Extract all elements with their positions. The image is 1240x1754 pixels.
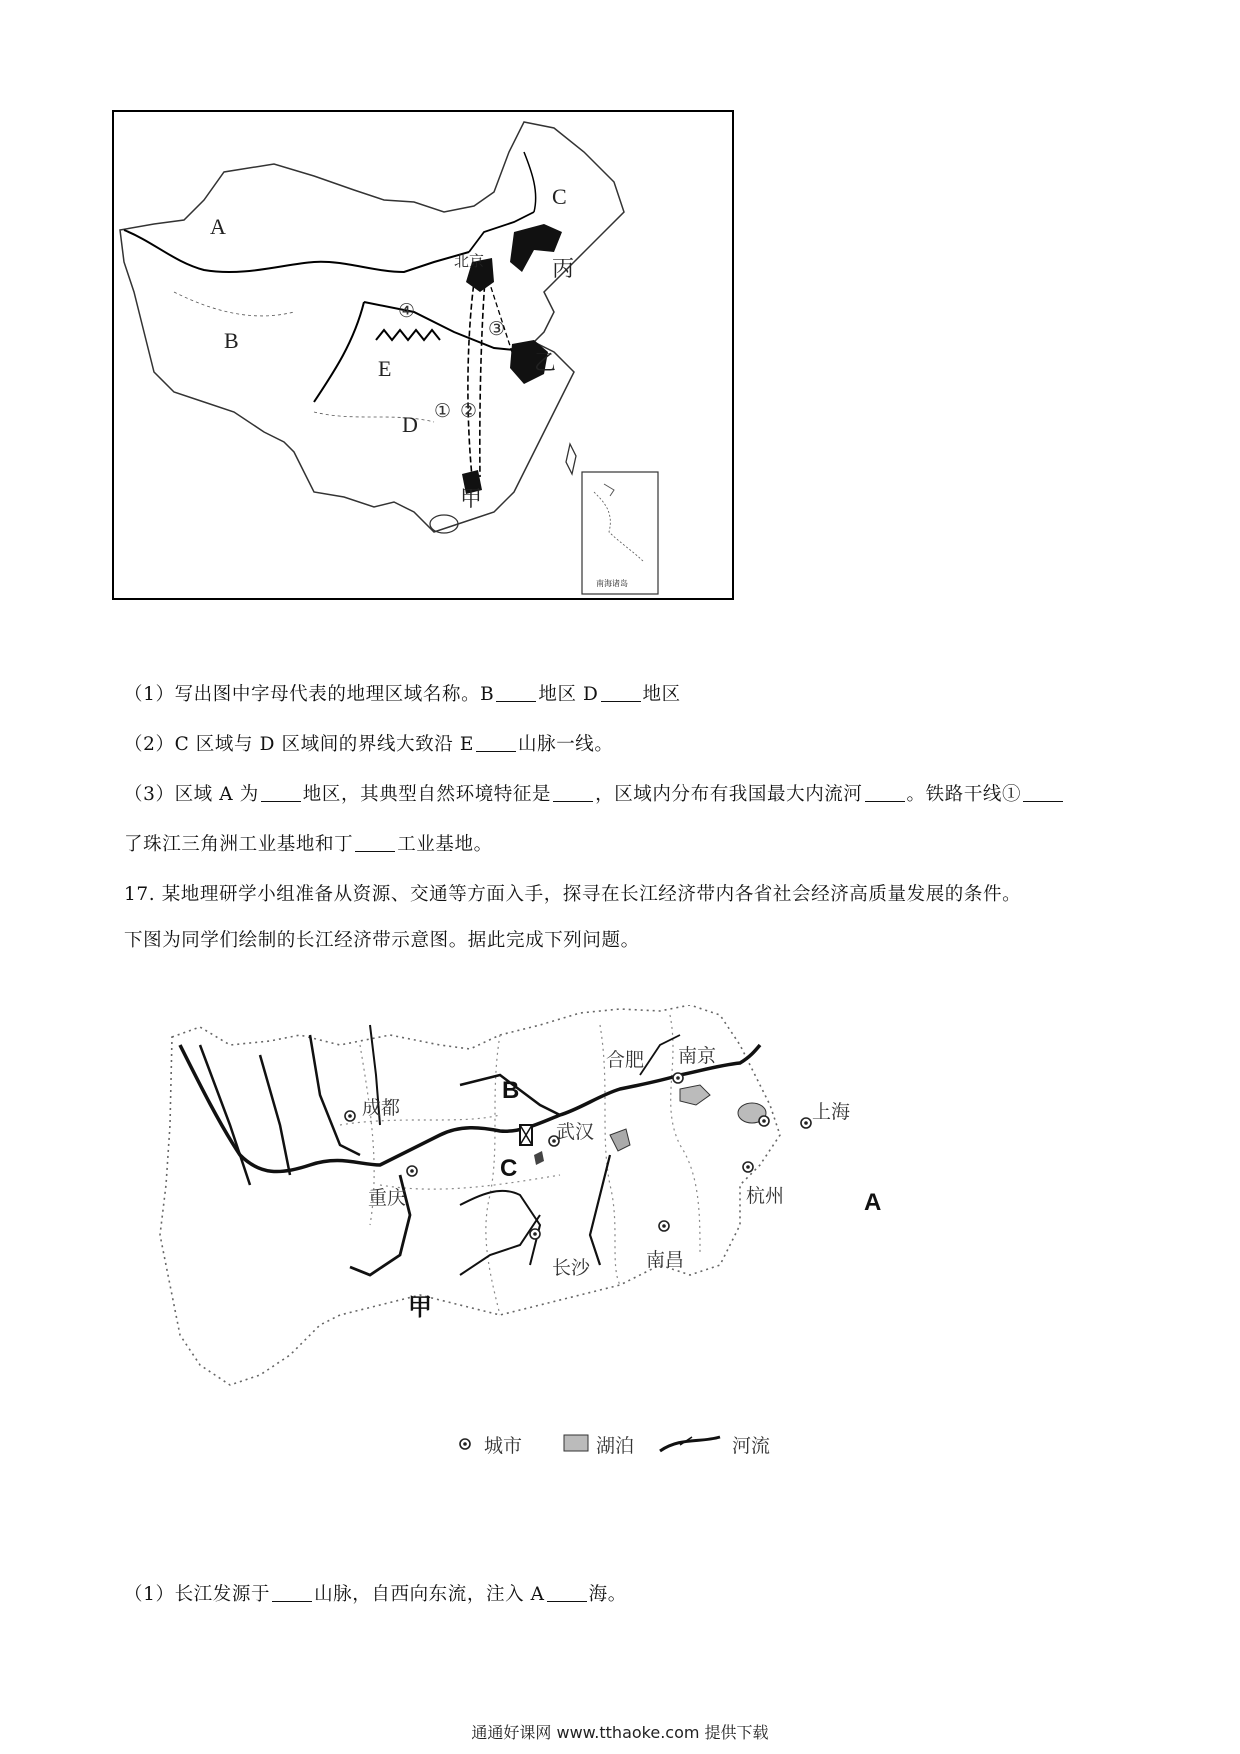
mountain-e-label: E [378, 356, 392, 381]
inset-label: 南海诸岛 [596, 579, 628, 588]
city-wuhan-label: 武汉 [556, 1121, 595, 1143]
map2-letter-c: C [500, 1155, 518, 1182]
map2-letter-jia: 甲 [408, 1294, 432, 1321]
railway-2-label: ② [460, 400, 478, 422]
city-changsha-label: 长沙 [552, 1257, 591, 1279]
city-hefei-label: 合肥 [606, 1049, 645, 1071]
region-a-label: A [210, 214, 226, 239]
page-footer: 通通好课网 www.tthaoke.com 提供下载 [471, 1723, 769, 1742]
beijing-label: 北京 [454, 254, 485, 270]
railway-1-label: ① [434, 400, 452, 422]
yangtze-economic-belt-map [140, 1005, 920, 1475]
city-shanghai-label: 上海 [812, 1101, 851, 1123]
q16-part4: 了珠江三角洲工业基地和丁 工业基地。 [124, 834, 493, 855]
q16-part3: （3）区域 A 为 地区，其典型自然环境特征是 ，区域内分布有我国最大内流河 。铁路干线① [124, 780, 1065, 806]
q17-intro-line1: 17. 某地理研学小组准备从资源、交通等方面入手，探寻在长江经济带内各省社会经济高质量发展的条件。 [124, 884, 1022, 905]
map2-letter-b: B [502, 1077, 520, 1104]
legend-river-label: 河流 [732, 1435, 771, 1457]
railway-3-label: ③ [488, 318, 506, 340]
legend-city-label: 城市 [484, 1435, 523, 1457]
city-nanjing-label: 南京 [678, 1045, 717, 1067]
region-d-label: D [402, 412, 418, 437]
city-chengdu-label: 成都 [362, 1097, 401, 1119]
q17-part1: （1）长江发源于 山脉，自西向东流，注入 A 海。 [124, 1584, 627, 1605]
region-b-label: B [224, 328, 239, 353]
yangtze-map-graphic [140, 1005, 920, 1475]
map2-letter-a: A [864, 1189, 882, 1216]
base-bing-label: 丙 [552, 256, 575, 281]
base-jia-label: 甲 [460, 486, 483, 511]
legend-lake-label: 湖泊 [596, 1435, 635, 1457]
city-hangzhou-label: 杭州 [746, 1185, 785, 1207]
city-nanchang-label: 南昌 [646, 1249, 685, 1271]
railway-4-label: ④ [398, 300, 416, 322]
china-regions-map [112, 110, 734, 600]
q17-intro-line2: 下图为同学们绘制的长江经济带示意图。据此完成下列问题。 [124, 930, 640, 951]
q16-part1: （1）写出图中字母代表的地理区域名称。B 地区 D 地区 [124, 684, 681, 705]
q16-part2: （2）C 区域与 D 区域间的界线大致沿 E 山脉一线。 [124, 734, 614, 755]
base-yi-label: 乙 [534, 350, 557, 375]
china-outline-graphic [114, 112, 732, 598]
city-chongqing-label: 重庆 [368, 1187, 407, 1209]
region-c-label: C [552, 184, 567, 209]
